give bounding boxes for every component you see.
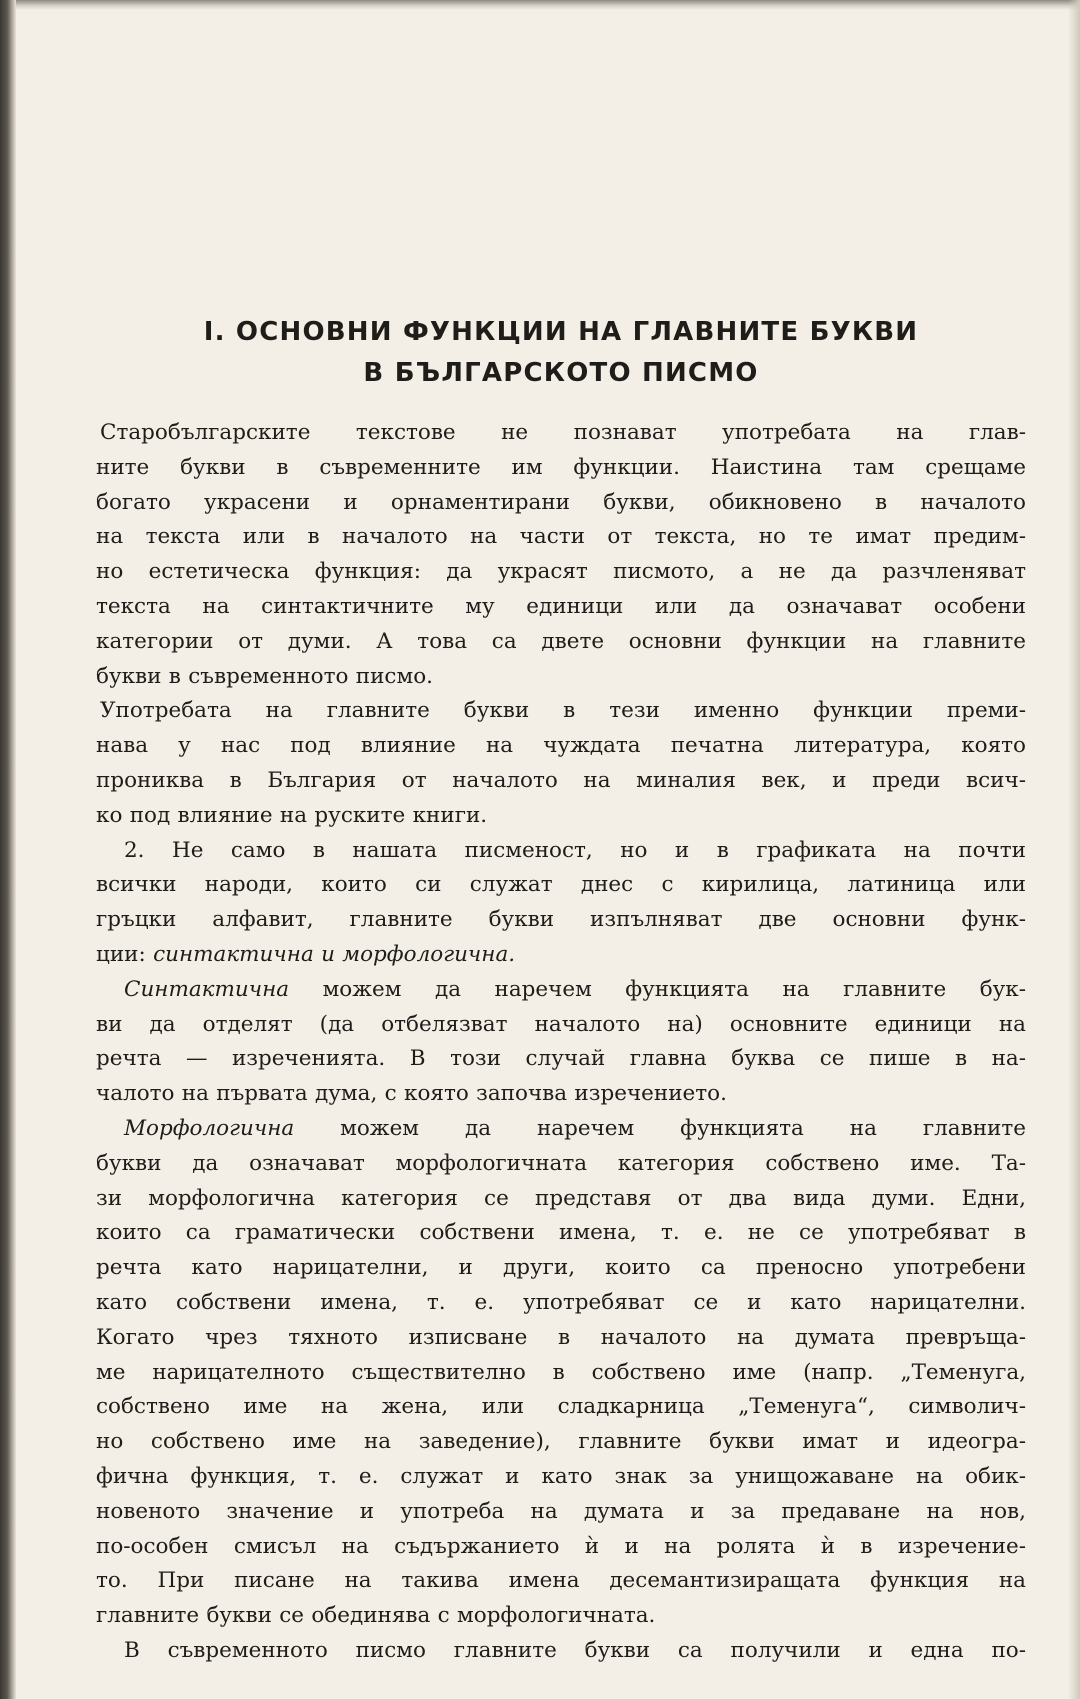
paragraph-4 [96,973,1026,1112]
paragraph-line: фична функция, т. е. служат и като знак за унищожаване на обик- [96,1463,1026,1489]
paragraph-line: текста на синтактичните му единици или да означават особени [96,593,1026,619]
paragraph-line: речта — изреченията. В този случай главна буква се пише в на- [96,1046,1026,1072]
paragraph-line: 2. Не само в нашата писменост, но и в графиката на почти [124,837,1026,863]
paragraph-line: категории от думи. А това са двете основни функции на главните [96,628,1026,654]
paragraph-line: то. При писане на такива имена десемантизиращата функция на [96,1568,1026,1594]
paragraph-1 [96,416,1026,694]
paragraph-line: собствено име на жена, или сладкарница „Теменуга“, символич- [96,1394,1026,1420]
paragraph-line: Употребата на главните букви в тези именно функции преми- [100,698,1026,724]
paragraph-line: но собствено име на заведение), главните букви имат и идеогра- [96,1429,1026,1455]
paragraph-line: гръцки алфавит, главните букви изпълняват две основни функ- [96,907,1026,933]
chapter-heading [96,312,1026,394]
paragraph-text: можем да наречем функцията на главните [294,1115,1026,1141]
paragraph-line [96,973,1026,1008]
chapter-heading-line-2: В БЪЛГАРСКОТО ПИСМО [363,358,759,388]
paragraph-3 [96,834,1026,973]
chapter-heading-line-1: I. ОСНОВНИ ФУНКЦИИ НА ГЛАВНИТЕ БУКВИ [203,317,919,347]
paragraph-line: Когато чрез тяхното изписване в началото на думата превръща- [96,1324,1026,1350]
paragraph-line [96,938,1026,973]
paragraph-line: ви да отделят (да отбелязват началото на) основните единици на [96,1011,1026,1037]
paragraph-line: речта като нарицателни, и други, които са преносно употребени [96,1255,1026,1281]
page-content [96,312,1026,1669]
paragraph-line: главните букви се обединява с морфологичната. [96,1603,656,1629]
paragraph-line: но естетическа функция: да украсят писмото, а не да разчленяват [96,559,1026,585]
paragraph-line: които са граматически собствени имена, т. е. не се употребяват в [96,1220,1026,1246]
italic-term: синтактична и морфологична. [153,941,516,967]
paragraph-line: ните букви в съвременните им функции. Наистина там срещаме [96,454,1026,480]
paragraph-text: можем да наречем функцията на главните бук- [289,976,1026,1002]
paragraph-line [96,1112,1026,1147]
paragraph-line: В съвременното писмо главните букви са получили и една по- [124,1637,1026,1663]
paragraph-line: ко под влияние на руските книги. [96,802,488,828]
paragraph-line: букви в съвременното писмо. [96,663,433,689]
paragraph-2 [96,694,1026,833]
paragraph-text: ции: [96,941,154,967]
paragraph-5 [96,1112,1026,1634]
page-top-shadow [16,0,1080,10]
paragraph-line: всички народи, които си служат днес с кирилица, латиница или [96,872,1026,898]
paragraph-line: новеното значение и употреба на думата и за предаване на нов, [96,1498,1026,1524]
paragraph-line: по-особен смисъл на съдържанието ѝ и на ролята ѝ в изречение- [96,1533,1026,1559]
binding-edge [0,0,16,1699]
italic-term: Синтактична [124,976,290,1002]
page-right-shadow [1068,0,1080,1699]
italic-term: Морфологична [124,1115,295,1141]
paragraph-line: букви да означават морфологичната категория собствено име. Та- [96,1150,1026,1176]
paragraph-line: ме нарицателното съществително в собствено име (напр. „Теменуга, [96,1359,1026,1385]
paragraph-line: богато украсени и орнаментирани букви, обикновено в началото [96,489,1026,515]
paragraph-line: прониква в България от началото на миналия век, и преди всич- [96,767,1026,793]
paragraph-line: зи морфологична категория се представя от два вида думи. Едни, [96,1185,1026,1211]
paragraph-line: като собствени имена, т. е. употребяват се и като нарицателни. [96,1289,1026,1315]
paragraph-line: Старобългарските текстове не познават употребата на глав- [100,420,1026,445]
paragraph-6 [96,1634,1026,1669]
paragraph-line: чалото на първата дума, с която започва изречението. [96,1081,727,1107]
paragraph-line: на текста или в началото на части от текста, но те имат предим- [96,524,1026,550]
paragraph-line: нава у нас под влияние на чуждата печатна литература, която [96,733,1026,759]
